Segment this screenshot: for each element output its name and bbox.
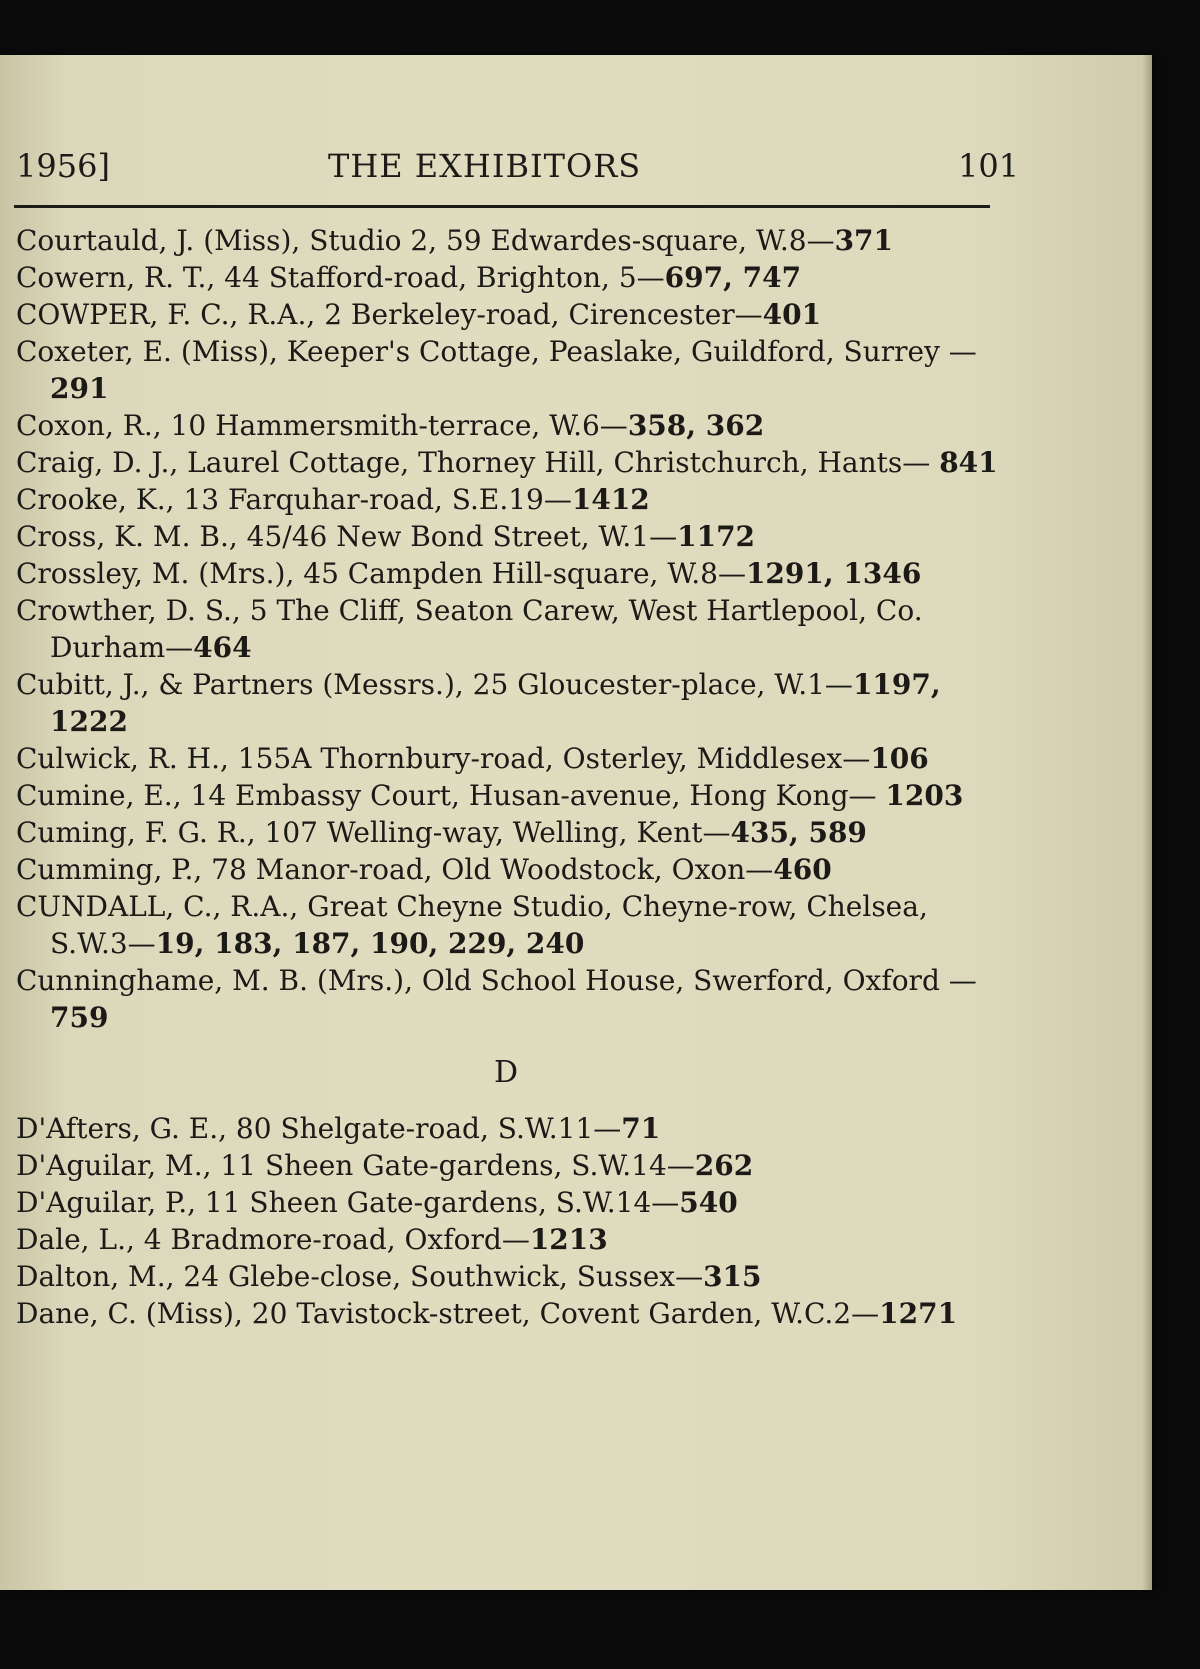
exhibitor-details: D'Afters, G. E., 80 Shelgate-road, S.W.11— — [16, 1112, 622, 1145]
exhibitor-details: Cowern, R. T., 44 Stafford-road, Brighton, 5— — [16, 261, 665, 294]
catalogue-numbers: 759 — [50, 1001, 109, 1034]
catalogue-numbers: 1197, 1222 — [50, 668, 941, 738]
exhibitor-entry — [16, 814, 1006, 851]
exhibitor-details: Cunninghame, M. B. (Mrs.), Old School House, Swerford, Oxford — — [16, 964, 977, 997]
catalogue-numbers: 371 — [834, 224, 894, 257]
exhibitor-entry — [16, 851, 1006, 888]
exhibitor-entry — [16, 740, 1006, 777]
exhibitors-d — [16, 1110, 1006, 1332]
exhibitor-entry — [16, 444, 1006, 481]
exhibitor-entry — [16, 1184, 1006, 1221]
exhibitor-list — [16, 222, 1006, 1332]
page-edge-shadow — [1142, 55, 1152, 1590]
catalogue-numbers: 401 — [762, 298, 822, 331]
catalogue-numbers: 1172 — [677, 520, 756, 553]
exhibitor-details: Cross, K. M. B., 45/46 New Bond Street, W.1— — [16, 520, 678, 553]
exhibitor-details: D'Aguilar, P., 11 Sheen Gate-gardens, S.W.14— — [16, 1186, 680, 1219]
exhibitor-details: Cumming, P., 78 Manor-road, Old Woodstock, Oxon— — [16, 853, 774, 886]
page-number: 101 — [958, 147, 1020, 185]
catalogue-numbers: 291 — [50, 372, 109, 405]
exhibitor-entry — [16, 333, 1006, 407]
catalogue-numbers: 1412 — [571, 483, 650, 516]
catalogue-numbers: 464 — [193, 631, 252, 664]
running-header — [16, 147, 1020, 197]
exhibitor-details: Craig, D. J., Laurel Cottage, Thorney Hill, Christchurch, Hants— — [16, 446, 940, 479]
catalogue-numbers: 1271 — [879, 1297, 958, 1330]
catalogue-numbers: 460 — [773, 853, 832, 886]
exhibitor-entry — [16, 777, 1006, 814]
catalogue-numbers: 540 — [679, 1186, 738, 1219]
header-rule — [14, 205, 990, 208]
exhibitor-entry — [16, 296, 1006, 333]
catalogue-numbers: 1291, 1346 — [745, 557, 922, 590]
exhibitor-entry — [16, 518, 1006, 555]
exhibitor-details: Cumine, E., 14 Embassy Court, Husan-avenue, Hong Kong— — [16, 779, 886, 812]
exhibitor-details: Coxon, R., 10 Hammersmith-terrace, W.6— — [16, 409, 628, 442]
exhibitor-entry — [16, 1295, 1006, 1332]
exhibitor-details: Courtauld, J. (Miss), Studio 2, 59 Edwardes-square, W.8— — [16, 224, 835, 257]
header-year: 1956] — [16, 147, 110, 185]
exhibitor-entry — [16, 407, 1006, 444]
exhibitor-details: Dalton, M., 24 Glebe-close, Southwick, Sussex— — [16, 1260, 704, 1293]
catalogue-numbers: 315 — [703, 1260, 762, 1293]
catalogue-numbers: 71 — [621, 1112, 661, 1145]
exhibitor-entry — [16, 888, 1006, 962]
exhibitor-details: Cubitt, J., & Partners (Messrs.), 25 Gloucester-place, W.1— — [16, 668, 853, 701]
catalogue-numbers: 106 — [870, 742, 929, 775]
exhibitor-entry — [16, 1221, 1006, 1258]
exhibitor-details: Crooke, K., 13 Farquhar-road, S.E.19— — [16, 483, 572, 516]
catalogue-numbers: 262 — [694, 1149, 754, 1182]
exhibitor-details: Dale, L., 4 Bradmore-road, Oxford— — [16, 1223, 530, 1256]
catalogue-numbers: 697, 747 — [664, 261, 802, 294]
exhibitors-c — [16, 222, 1006, 1036]
catalogue-numbers: 1203 — [885, 779, 964, 812]
exhibitor-entry — [16, 592, 1006, 666]
exhibitor-entry — [16, 555, 1006, 592]
exhibitor-entry — [16, 222, 1006, 259]
exhibitor-details: D'Aguilar, M., 11 Sheen Gate-gardens, S.W.14— — [16, 1149, 695, 1182]
exhibitor-details: Dane, C. (Miss), 20 Tavistock-street, Covent Garden, W.C.2— — [16, 1297, 880, 1330]
catalogue-numbers: 841 — [939, 446, 998, 479]
exhibitor-entry — [16, 1147, 1006, 1184]
exhibitor-details: Crowther, D. S., 5 The Cliff, Seaton Carew, West Hartlepool, Co. Durham— — [16, 594, 923, 664]
section-heading-d: D — [493, 1055, 519, 1090]
exhibitor-details: Cuming, F. G. R., 107 Welling-way, Welling, Kent— — [16, 816, 731, 849]
exhibitor-entry — [16, 481, 1006, 518]
exhibitor-entry — [16, 666, 1006, 740]
exhibitor-entry — [16, 962, 1006, 1036]
catalogue-numbers: 1213 — [529, 1223, 608, 1256]
exhibitor-entry — [16, 259, 1006, 296]
catalogue-numbers: 19, 183, 187, 190, 229, 240 — [155, 927, 585, 960]
catalogue-numbers: 435, 589 — [730, 816, 867, 849]
exhibitor-details: COWPER, F. C., R.A., 2 Berkeley-road, Cirencester— — [16, 298, 763, 331]
exhibitor-entry — [16, 1258, 1006, 1295]
header-title: THE EXHIBITORS — [328, 147, 642, 185]
exhibitor-details: Crossley, M. (Mrs.), 45 Campden Hill-square, W.8— — [16, 557, 746, 590]
catalogue-numbers: 358, 362 — [627, 409, 765, 442]
exhibitor-details: CUNDALL, C., R.A., Great Cheyne Studio, Cheyne-row, Chelsea, S.W.3— — [16, 890, 928, 960]
exhibitor-entry — [16, 1110, 1006, 1147]
exhibitor-details: Culwick, R. H., 155A Thornbury-road, Osterley, Middlesex— — [16, 742, 871, 775]
exhibitor-details: Coxeter, E. (Miss), Keeper's Cottage, Peaslake, Guildford, Surrey — — [16, 335, 977, 368]
